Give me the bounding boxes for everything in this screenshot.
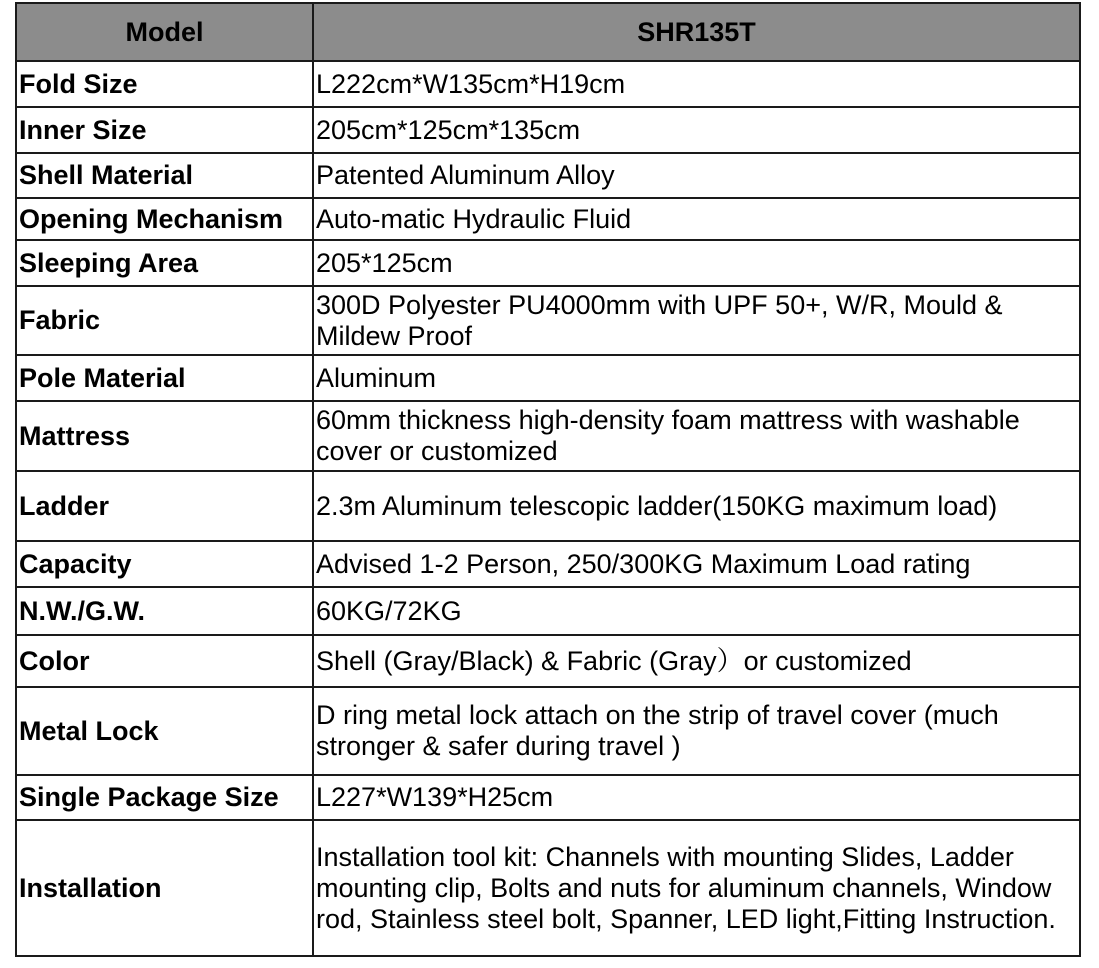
table-header xyxy=(16,3,1080,61)
row-value: L227*W139*H25cm xyxy=(313,775,1080,820)
table-row xyxy=(16,541,1080,587)
row-value: Installation tool kit: Channels with mounting Slides, Ladder mounting clip, Bolts and nuts for aluminum channels, Window rod, Stainless steel bolt, Spanner, LED light,Fitting Instruction. xyxy=(313,820,1080,956)
row-label: Color xyxy=(16,635,313,687)
row-value: 60mm thickness high-density foam mattress with washable cover or customized xyxy=(313,401,1080,471)
row-value: 300D Polyester PU4000mm with UPF 50+, W/R, Mould & Mildew Proof xyxy=(313,286,1080,355)
row-label: Shell Material xyxy=(16,153,313,198)
row-label: Installation xyxy=(16,820,313,956)
table-row xyxy=(16,471,1080,541)
row-value: Advised 1-2 Person, 250/300KG Maximum Load rating xyxy=(313,541,1080,587)
row-label: Fold Size xyxy=(16,61,313,107)
row-label: Inner Size xyxy=(16,107,313,153)
spec-table xyxy=(15,2,1081,957)
row-value: L222cm*W135cm*H19cm xyxy=(313,61,1080,107)
row-value: 205*125cm xyxy=(313,240,1080,286)
table-row xyxy=(16,153,1080,198)
row-label: Fabric xyxy=(16,286,313,355)
table-row xyxy=(16,587,1080,635)
table-body xyxy=(16,61,1080,956)
row-label: Ladder xyxy=(16,471,313,541)
table-row xyxy=(16,107,1080,153)
table-row xyxy=(16,355,1080,401)
header-model-number: SHR135T xyxy=(313,3,1080,61)
row-value: Patented Aluminum Alloy xyxy=(313,153,1080,198)
row-label: Capacity xyxy=(16,541,313,587)
table-row xyxy=(16,401,1080,471)
header-row xyxy=(16,3,1080,61)
table-row xyxy=(16,198,1080,240)
row-value: Aluminum xyxy=(313,355,1080,401)
row-label: Mattress xyxy=(16,401,313,471)
row-value: 205cm*125cm*135cm xyxy=(313,107,1080,153)
row-label: Pole Material xyxy=(16,355,313,401)
table-row xyxy=(16,820,1080,956)
table-row xyxy=(16,635,1080,687)
row-label: Metal Lock xyxy=(16,687,313,775)
table-row xyxy=(16,240,1080,286)
table-row xyxy=(16,775,1080,820)
row-label: Opening Mechanism xyxy=(16,198,313,240)
row-label: N.W./G.W. xyxy=(16,587,313,635)
row-value: Shell (Gray/Black) & Fabric (Gray）or customized xyxy=(313,635,1080,687)
table-row xyxy=(16,286,1080,355)
row-label: Sleeping Area xyxy=(16,240,313,286)
row-label: Single Package Size xyxy=(16,775,313,820)
row-value: D ring metal lock attach on the strip of travel cover (much stronger & safer during travel ) xyxy=(313,687,1080,775)
row-value: 2.3m Aluminum telescopic ladder(150KG maximum load) xyxy=(313,471,1080,541)
header-model: Model xyxy=(16,3,313,61)
row-value: 60KG/72KG xyxy=(313,587,1080,635)
table-row xyxy=(16,61,1080,107)
table-row xyxy=(16,687,1080,775)
row-value: Auto-matic Hydraulic Fluid xyxy=(313,198,1080,240)
